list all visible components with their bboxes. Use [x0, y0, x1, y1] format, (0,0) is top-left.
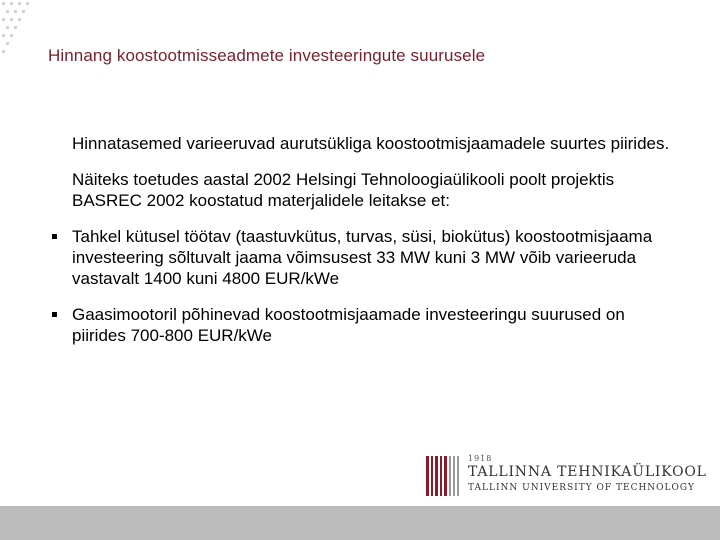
corner-dot-pattern	[0, 0, 40, 80]
university-logo	[426, 452, 707, 502]
logo-subtitle: TALLINN UNIVERSITY OF TECHNOLOGY	[468, 483, 695, 493]
bullet-text: Gaasimootoril põhinevad koostootmisjaamade investeeringu suurused on piirides 700-800 EUR/kWe	[72, 305, 625, 345]
bullet-text: Tahkel kütusel töötav (taastuvkütus, turvas, süsi, biokütus) koostootmisjaama investeering sõltuvalt jaama võimsusest 33 MW kuni 3 MW võib varieeruda vastavalt 1400 kuni 4800 EUR/kWe	[72, 227, 653, 288]
logo-year: 1918	[468, 454, 493, 463]
slide-title: Hinnang koostootmisseadmete investeeringute suurusele	[48, 46, 486, 65]
bullet-item	[72, 226, 672, 289]
slide-body	[72, 133, 672, 361]
bullet-item	[72, 304, 672, 346]
paragraph-example: Näiteks toetudes aastal 2002 Helsingi Tehnoloogiaülikooli poolt projektis BASREC 2002 koostatud materjalidele leitakse et:	[72, 170, 615, 210]
square-bullet-icon	[52, 312, 57, 317]
logo-bars-icon	[426, 456, 460, 496]
paragraph-intro: Hinnatasemed varieeruvad aurutsükliga koostootmisjaamadele suurtes piirides.	[72, 134, 670, 153]
logo-name: TALLINNA TEHNIKAÜLIKOOL	[468, 464, 707, 480]
footer-band	[0, 506, 720, 540]
square-bullet-icon	[52, 234, 57, 239]
